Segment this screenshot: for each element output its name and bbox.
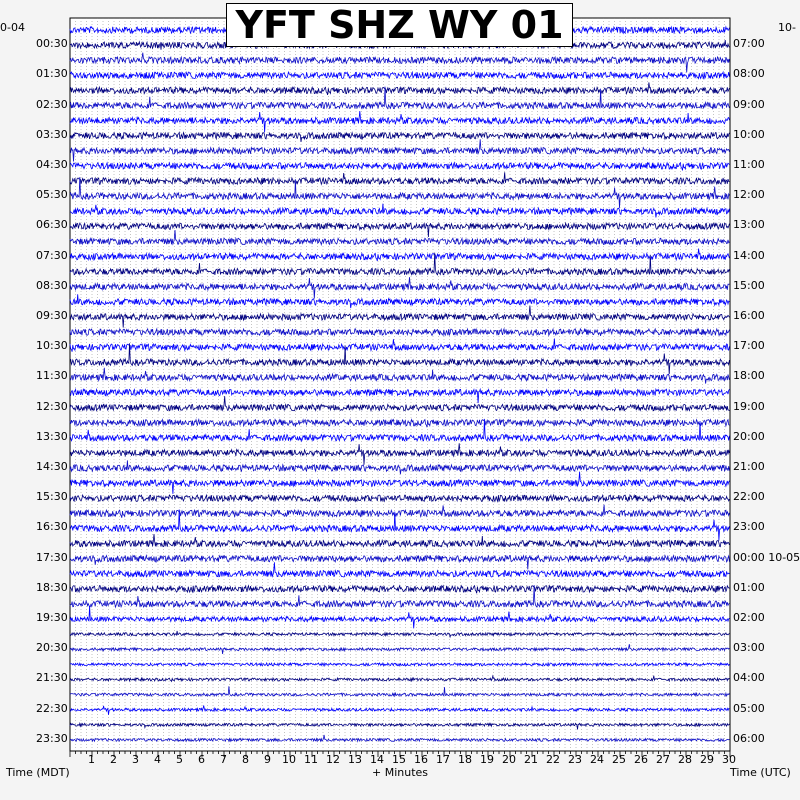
right-time-label: 00:00 10-05 <box>733 550 800 564</box>
date-left-label: 0-04 <box>0 21 25 34</box>
left-time-label: 20:30 <box>36 641 68 655</box>
x-tick-label: 13 <box>348 753 362 766</box>
x-tick-label: 4 <box>154 753 161 766</box>
left-time-label: 02:30 <box>36 97 68 111</box>
left-time-label: 19:30 <box>36 611 68 625</box>
x-tick-label: 18 <box>458 753 472 766</box>
right-time-label: 23:00 <box>733 520 765 534</box>
left-time-label: 18:30 <box>36 580 68 594</box>
x-tick-label: 7 <box>220 753 227 766</box>
right-time-label: 12:00 <box>733 188 765 202</box>
left-time-label: 09:30 <box>36 308 68 322</box>
x-tick-label: 20 <box>502 753 516 766</box>
x-tick-label: 5 <box>176 753 183 766</box>
left-time-label: 11:30 <box>36 369 68 383</box>
left-time-label: 17:30 <box>36 550 68 564</box>
x-tick-label: 14 <box>370 753 384 766</box>
x-tick-label: 16 <box>414 753 428 766</box>
left-time-label: 23:30 <box>36 731 68 745</box>
right-time-label: 11:00 <box>733 157 765 171</box>
x-tick-label: 6 <box>198 753 205 766</box>
right-time-label: 03:00 <box>733 641 765 655</box>
x-tick-label: 29 <box>700 753 714 766</box>
x-tick-label: 15 <box>392 753 406 766</box>
x-tick-label: 30 <box>722 753 736 766</box>
x-tick-label: 25 <box>612 753 626 766</box>
x-tick-label: 23 <box>568 753 582 766</box>
x-tick-label: 24 <box>590 753 604 766</box>
x-axis-label: + Minutes <box>372 766 429 779</box>
right-time-label: 10:00 <box>733 127 765 141</box>
left-time-label: 13:30 <box>36 429 68 443</box>
right-time-label: 01:00 <box>733 580 765 594</box>
x-tick-label: 8 <box>242 753 249 766</box>
right-time-label: 04:00 <box>733 671 765 685</box>
x-tick-label: 11 <box>304 753 318 766</box>
left-time-label: 14:30 <box>36 460 68 474</box>
x-tick-label: 10 <box>282 753 296 766</box>
x-tick-label: 28 <box>678 753 692 766</box>
left-time-label: 03:30 <box>36 127 68 141</box>
date-right-label: 10- <box>778 21 796 34</box>
right-time-label: 05:00 <box>733 701 765 715</box>
right-time-label: 16:00 <box>733 308 765 322</box>
left-time-label: 05:30 <box>36 188 68 202</box>
x-tick-label: 21 <box>524 753 538 766</box>
right-time-label: 07:00 <box>733 37 765 51</box>
x-tick-label: 17 <box>436 753 450 766</box>
left-time-label: 22:30 <box>36 701 68 715</box>
left-time-label: 06:30 <box>36 218 68 232</box>
right-time-label: 22:00 <box>733 490 765 504</box>
x-tick-label: 9 <box>264 753 271 766</box>
x-tick-label: 19 <box>480 753 494 766</box>
left-time-label: 21:30 <box>36 671 68 685</box>
right-time-label: 06:00 <box>733 731 765 745</box>
left-time-label: 08:30 <box>36 278 68 292</box>
right-time-label: 19:00 <box>733 399 765 413</box>
left-time-label: 01:30 <box>36 67 68 81</box>
left-axis-label: Time (MDT) <box>6 766 70 779</box>
left-time-label: 10:30 <box>36 339 68 353</box>
right-time-label: 20:00 <box>733 429 765 443</box>
left-time-label: 16:30 <box>36 520 68 534</box>
left-time-label: 12:30 <box>36 399 68 413</box>
left-time-label: 00:30 <box>36 37 68 51</box>
right-axis-label: Time (UTC) <box>730 766 791 779</box>
x-tick-label: 3 <box>132 753 139 766</box>
right-time-label: 02:00 <box>733 611 765 625</box>
chart-title: YFT SHZ WY 01 <box>226 3 573 47</box>
x-tick-label: 26 <box>634 753 648 766</box>
right-time-label: 21:00 <box>733 460 765 474</box>
left-time-label: 07:30 <box>36 248 68 262</box>
left-time-label: 04:30 <box>36 157 68 171</box>
x-tick-label: 2 <box>110 753 117 766</box>
x-tick-label: 1 <box>88 753 95 766</box>
right-time-label: 09:00 <box>733 97 765 111</box>
right-time-label: 18:00 <box>733 369 765 383</box>
right-time-label: 15:00 <box>733 278 765 292</box>
right-time-label: 17:00 <box>733 339 765 353</box>
x-tick-label: 12 <box>326 753 340 766</box>
right-time-label: 14:00 <box>733 248 765 262</box>
right-time-label: 08:00 <box>733 67 765 81</box>
x-tick-label: 22 <box>546 753 560 766</box>
left-time-label: 15:30 <box>36 490 68 504</box>
x-tick-label: 27 <box>656 753 670 766</box>
right-time-label: 13:00 <box>733 218 765 232</box>
